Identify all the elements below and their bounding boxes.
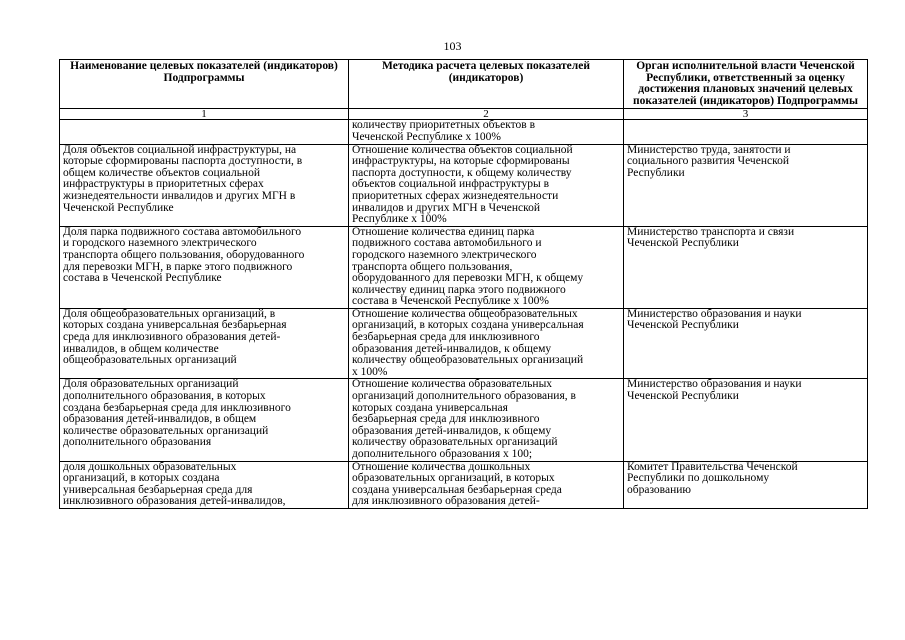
method-cell: Отношение количества дошкольных образовательных организаций, в которых создана универсальная безбарьерная среда для инклюзивного образования детей- [349,461,624,508]
indicator-cell: Доля общеобразовательных организаций, в которых создана универсальная безбарьерная среда для инклюзивного образования детей- инвалидов, в общем количестве общеобразовательных организаций [60,308,349,379]
table-row [60,226,868,308]
header-row [60,60,868,109]
indicators-table [59,59,868,509]
indicator-cell: Доля объектов социальной инфраструктуры, на которые сформированы паспорта доступности, в общем количестве объектов социальной инфраструктуры в приоритетных сферах жизнедеятельности инвалидов и других МГН в Чеченской Республике [60,144,349,226]
header-method: Методика расчета целевых показателей (индикаторов) [349,60,624,109]
page-number: 103 [443,39,462,53]
method-cell: количеству приоритетных объектов в Чеченской Республике х 100% [349,120,624,144]
header-authority: Орган исполнительной власти Чеченской Республики, ответственный за оценку достижения плановых значений целевых показателей (индикаторов) Подпрограммы [624,60,868,109]
authority-cell [624,120,868,144]
column-number: 3 [624,109,868,120]
indicator-cell [60,120,349,144]
authority-cell: Министерство транспорта и связи Чеченской Республики [624,226,868,308]
authority-cell: Министерство образования и науки Чеченской Республики [624,379,868,461]
column-number: 2 [349,109,624,120]
method-cell: Отношение количества образовательных организаций дополнительного образования, в которых создана универсальная безбарьерная среда для инклюзивного образования детей-инвалидов, к общему количеству образовательных организаций дополнительного образования х 100; [349,379,624,461]
authority-cell: Министерство труда, занятости и социального развития Чеченской Республики [624,144,868,226]
column-number: 1 [60,109,349,120]
table-row [60,144,868,226]
method-cell: Отношение количества общеобразовательных организаций, в которых создана универсальная безбарьерная среда для инклюзивного образования детей-инвалидов, к общему количеству общеобразовательных организаций х 100% [349,308,624,379]
table-row [60,308,868,379]
table-row [60,461,868,508]
header-indicator: Наименование целевых показателей (индикаторов) Подпрограммы [60,60,349,109]
table-row [60,120,868,144]
indicator-cell: Доля образовательных организаций дополнительного образования, в которых создана безбарьерная среда для инклюзивного образования детей-инвалидов, в общем количестве образовательных организаций дополнительного образования [60,379,349,461]
authority-cell: Министерство образования и науки Чеченской Республики [624,308,868,379]
indicator-cell: доля дошкольных образовательных организаций, в которых создана универсальная безбарьерная среда для инклюзивного образования детей-инвалидов, [60,461,349,508]
method-cell: Отношение количества объектов социальной инфраструктуры, на которые сформированы паспорта доступности, к общему количеству объектов социальной инфраструктуры в приоритетных сферах жизнедеятельности инвалидов и других МГН в Чеченской Республике х 100% [349,144,624,226]
table-row [60,379,868,461]
method-cell: Отношение количества единиц парка подвижного состава автомобильного и городского наземного электрического транспорта общего пользования, оборудованного для перевозки МГН, к общему количеству единиц парка этого подвижного состава в Чеченской Республике х 100% [349,226,624,308]
indicator-cell: Доля парка подвижного состава автомобильного и городского наземного электрического транспорта общего пользования, оборудованного для перевозки МГН, в парке этого подвижного состава в Чеченской Республике [60,226,349,308]
authority-cell: Комитет Правительства Чеченской Республики по дошкольному образованию [624,461,868,508]
column-number-row [60,109,868,120]
